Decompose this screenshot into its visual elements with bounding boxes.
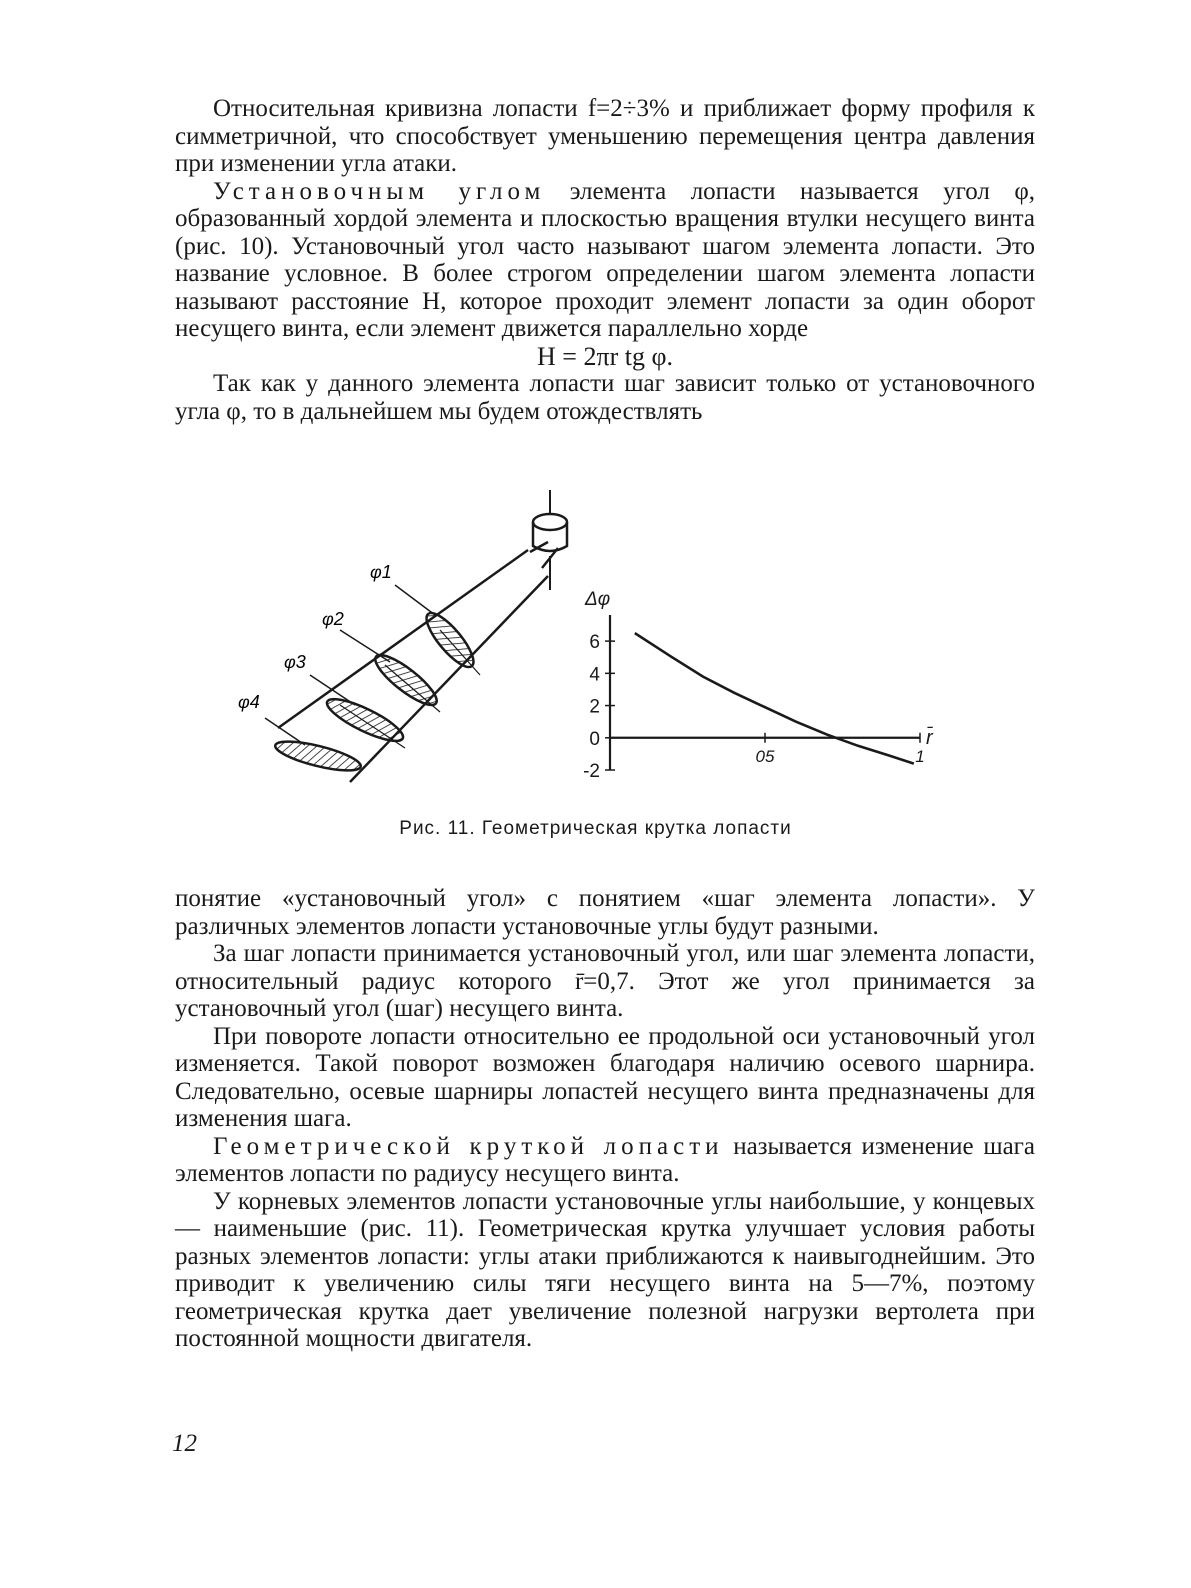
- angle-label-phi4: φ4: [238, 692, 260, 712]
- twist-chart: [583, 589, 934, 782]
- angle-label-phi3: φ3: [284, 652, 306, 672]
- y-tick-label: 0: [589, 728, 600, 750]
- paragraph-8: У корневых элементов лопасти установочные углы наибольшие, у концевых — наименьшие (рис. 11). Геометрическая крутка улучшает условия работы разных элементов лопасти: углы атаки приближаются к наивыгоднейшим. Это приводит к увеличению силы тяги несущего винта на 5—7%, поэтому геометрическая крутка дает увеличение полезной нагрузки вертолета при постоянной мощности двигателя.: [175, 1187, 1035, 1352]
- y-tick-label: -2: [583, 761, 600, 782]
- figure-caption: Рис. 11. Геометрическая крутка лопасти: [399, 818, 792, 839]
- formula-pitch: H = 2πr tg φ.: [537, 341, 673, 371]
- paragraph-6: При повороте лопасти относительно ее продольной оси установочный угол изменяется. Такой поворот возможен благодаря наличию осевого шарнира. Следовательно, осевые шарниры лопастей несущего винта предназначены для изменения шага.: [175, 1022, 1035, 1132]
- y-tick-label: 2: [589, 696, 600, 718]
- page-number: 12: [172, 1430, 197, 1457]
- y-tick-label: 6: [589, 632, 600, 654]
- series-line: [635, 633, 914, 764]
- paragraph-4: понятие «установочный угол» с понятием «шаг элемента лопасти». У различных элементов лопасти установочные углы будут разными.: [175, 885, 1035, 940]
- term-geometric-twist: Геометрической круткой лопасти: [213, 1132, 724, 1160]
- paragraph-1: Относительная кривизна лопасти f=2÷3% и приближает форму профиля к симметричной, что способствует уменьшению перемещения центра давления при изменении угла атаки.: [175, 95, 1035, 177]
- bottom-text-block: [175, 885, 1035, 1353]
- x-tick-label: 05: [755, 746, 775, 766]
- angle-label-phi1: φ1: [370, 562, 392, 582]
- x-axis-label: r̄: [926, 726, 933, 749]
- y-axis-label: Δφ: [585, 589, 611, 610]
- paragraph-2: Установочным углом элемента лопасти называется угол φ, образованный хордой элемента и плоскостью вращения втулки несущего винта (рис. 10). Установочный угол часто называют шагом элемента лопасти. Это название условное. В более строгом определении шагом элемента лопасти называют расстояние H, которое проходит элемент лопасти за один оборот несущего винта, если элемент движется параллельно хорде: [175, 177, 1035, 342]
- figure-geometric-twist: [230, 490, 980, 810]
- blade-drawing: [265, 490, 567, 782]
- paragraph-7: Геометрической круткой лопасти называется изменение шага элементов лопасти по радиусу несущего винта.: [175, 1132, 1036, 1187]
- paragraph-5: За шаг лопасти принимается установочный угол, или шаг элемента лопасти, относительный радиус которого r̄=0,7. Этот же угол принимается за установочный угол (шаг) несущего винта.: [175, 940, 1035, 1022]
- angle-label-phi2: φ2: [322, 609, 344, 629]
- paragraph-3: Так как у данного элемента лопасти шаг зависит только от установочного угла φ, то в дальнейшем мы будем отождествлять: [175, 370, 1035, 425]
- top-text-block: [175, 95, 1035, 425]
- y-tick-label: 4: [589, 664, 600, 686]
- term-ustanovochnym-uglom: Установочным углом: [213, 177, 546, 205]
- x-tick-label: 1: [915, 746, 925, 766]
